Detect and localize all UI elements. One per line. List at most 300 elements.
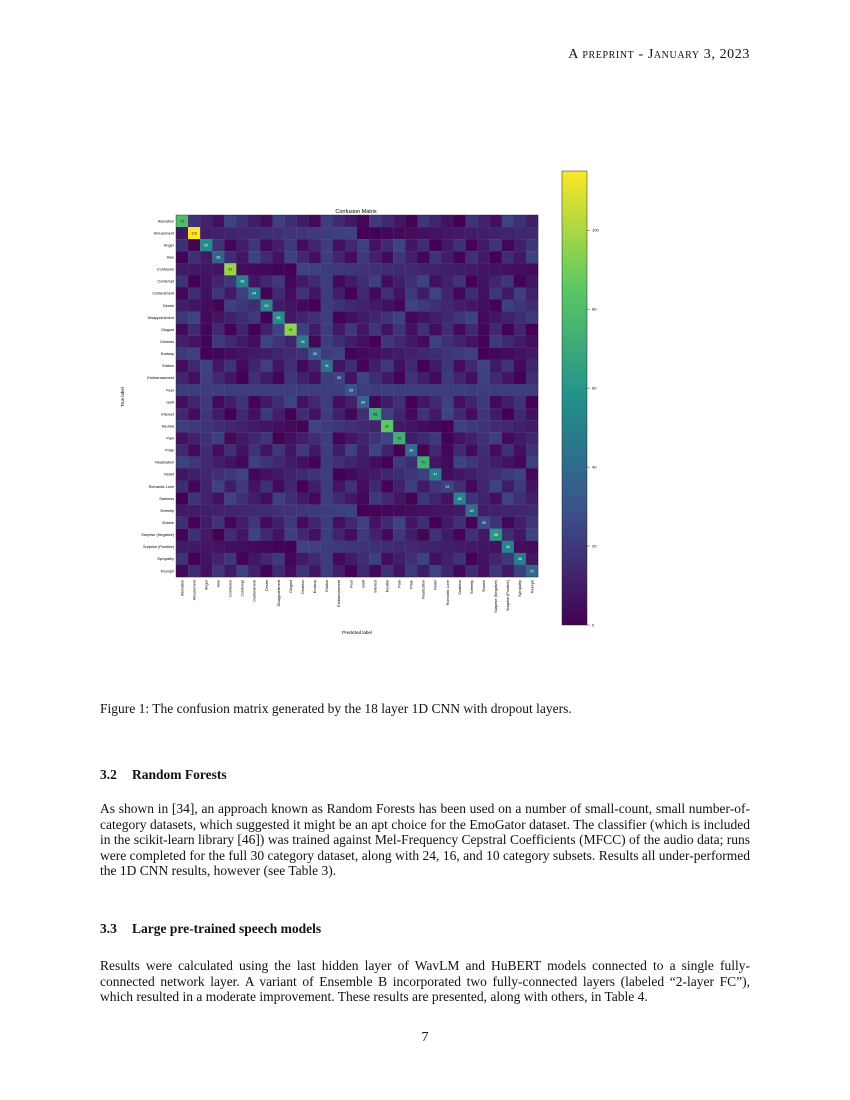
heatmap-cell bbox=[188, 517, 200, 529]
heatmap-cell bbox=[490, 480, 502, 492]
heatmap-cell bbox=[212, 420, 224, 432]
heatmap-cell bbox=[357, 251, 369, 263]
heatmap-cell bbox=[454, 408, 466, 420]
heatmap-cell bbox=[200, 384, 212, 396]
heatmap-cell bbox=[417, 529, 429, 541]
heatmap-cell bbox=[321, 432, 333, 444]
heatmap-cell bbox=[188, 396, 200, 408]
heatmap-cell bbox=[309, 408, 321, 420]
heatmap-cell bbox=[490, 565, 502, 577]
heatmap-cell bbox=[285, 312, 297, 324]
heatmap-cell bbox=[236, 493, 248, 505]
heatmap-cell bbox=[333, 480, 345, 492]
cell-value: 82 bbox=[385, 424, 390, 429]
heatmap-cell bbox=[285, 553, 297, 565]
heatmap-cell bbox=[405, 227, 417, 239]
heatmap-cell bbox=[502, 396, 514, 408]
heatmap-cell bbox=[478, 251, 490, 263]
heatmap-cell bbox=[405, 408, 417, 420]
heatmap-cell bbox=[526, 299, 538, 311]
heatmap-cell bbox=[285, 565, 297, 577]
heatmap-cell bbox=[490, 384, 502, 396]
heatmap-cell bbox=[188, 263, 200, 275]
heatmap-cell bbox=[454, 299, 466, 311]
heatmap-cell bbox=[297, 493, 309, 505]
heatmap-cell bbox=[393, 480, 405, 492]
heatmap-cell bbox=[526, 324, 538, 336]
heatmap-cell bbox=[345, 263, 357, 275]
heatmap-cell bbox=[454, 432, 466, 444]
heatmap-cell bbox=[236, 251, 248, 263]
heatmap-cell bbox=[429, 480, 441, 492]
heatmap-cell bbox=[466, 312, 478, 324]
heatmap-cell bbox=[285, 336, 297, 348]
heatmap-cell bbox=[236, 468, 248, 480]
column-tick-label: Contentment bbox=[252, 580, 257, 602]
heatmap-cell bbox=[490, 468, 502, 480]
heatmap-cell bbox=[297, 541, 309, 553]
heatmap-cell bbox=[393, 312, 405, 324]
row-tick-label: Neutral bbox=[161, 424, 174, 429]
heatmap-cell bbox=[200, 517, 212, 529]
heatmap-cell bbox=[224, 517, 236, 529]
heatmap-cell bbox=[466, 215, 478, 227]
heatmap-cell bbox=[236, 287, 248, 299]
cell-value: 39 bbox=[409, 448, 414, 453]
heatmap-cell bbox=[273, 372, 285, 384]
heatmap-cell bbox=[260, 372, 272, 384]
heatmap-cell bbox=[248, 480, 260, 492]
heatmap-cell bbox=[454, 372, 466, 384]
heatmap-cell bbox=[212, 408, 224, 420]
heatmap-cell bbox=[345, 565, 357, 577]
heatmap-cell bbox=[502, 480, 514, 492]
heatmap-cell bbox=[200, 444, 212, 456]
heatmap-cell bbox=[381, 468, 393, 480]
heatmap-cell bbox=[490, 420, 502, 432]
heatmap-cell bbox=[357, 239, 369, 251]
row-tick-label: Ecstasy bbox=[160, 352, 174, 357]
heatmap-cell bbox=[393, 408, 405, 420]
heatmap-cell bbox=[321, 251, 333, 263]
heatmap-cell bbox=[417, 275, 429, 287]
heatmap-cell bbox=[478, 468, 490, 480]
heatmap-cell bbox=[321, 263, 333, 275]
heatmap-cell bbox=[176, 553, 188, 565]
heatmap-cell bbox=[273, 541, 285, 553]
heatmap-cell bbox=[357, 468, 369, 480]
heatmap-cell bbox=[333, 312, 345, 324]
heatmap-cell bbox=[333, 420, 345, 432]
heatmap-cell bbox=[393, 372, 405, 384]
heatmap-cell bbox=[393, 468, 405, 480]
heatmap-cell bbox=[321, 493, 333, 505]
column-tick-label: Interest bbox=[373, 580, 378, 593]
heatmap-cell bbox=[321, 396, 333, 408]
heatmap-cell bbox=[273, 227, 285, 239]
heatmap-cell bbox=[417, 505, 429, 517]
heatmap-cell bbox=[490, 541, 502, 553]
heatmap-cell bbox=[405, 529, 417, 541]
heatmap-cell bbox=[224, 360, 236, 372]
cell-value: 34 bbox=[361, 400, 366, 405]
cell-value: 115 bbox=[191, 231, 197, 236]
heatmap-cell bbox=[236, 239, 248, 251]
heatmap-cell bbox=[260, 336, 272, 348]
heatmap-cell bbox=[502, 263, 514, 275]
heatmap-cell bbox=[188, 287, 200, 299]
cell-value: 48 bbox=[457, 496, 462, 501]
heatmap-cell bbox=[212, 299, 224, 311]
heatmap-cell bbox=[490, 227, 502, 239]
heatmap-cell bbox=[369, 517, 381, 529]
heatmap-cell bbox=[321, 287, 333, 299]
heatmap-cell bbox=[526, 444, 538, 456]
heatmap-cell bbox=[454, 505, 466, 517]
heatmap-cell bbox=[454, 312, 466, 324]
heatmap-cell bbox=[429, 529, 441, 541]
cell-value: 44 bbox=[252, 291, 257, 296]
column-tick-label: Triumph bbox=[530, 580, 535, 594]
heatmap-cell bbox=[176, 348, 188, 360]
heatmap-cell bbox=[417, 360, 429, 372]
cell-value: 58 bbox=[493, 533, 498, 538]
heatmap-cell bbox=[200, 408, 212, 420]
heatmap-cell bbox=[309, 420, 321, 432]
heatmap-cell bbox=[514, 312, 526, 324]
heatmap-cell bbox=[466, 480, 478, 492]
heatmap-cell bbox=[309, 215, 321, 227]
heatmap-cell bbox=[429, 372, 441, 384]
heatmap-cell bbox=[273, 275, 285, 287]
heatmap-cell bbox=[176, 541, 188, 553]
heatmap-cell bbox=[248, 444, 260, 456]
heatmap-cell bbox=[188, 468, 200, 480]
heatmap-cell bbox=[297, 312, 309, 324]
heatmap-cell bbox=[441, 360, 453, 372]
cell-value: 47 bbox=[433, 472, 438, 477]
heatmap-cell bbox=[502, 239, 514, 251]
heatmap-cell bbox=[478, 493, 490, 505]
row-tick-label: Fear bbox=[166, 388, 174, 393]
heatmap-cell bbox=[248, 432, 260, 444]
heatmap-cell bbox=[321, 299, 333, 311]
heatmap-cell bbox=[490, 287, 502, 299]
heatmap-cell bbox=[176, 468, 188, 480]
heatmap-cell bbox=[188, 239, 200, 251]
heatmap-cell bbox=[417, 324, 429, 336]
heatmap-cell bbox=[345, 480, 357, 492]
heatmap-cell bbox=[333, 287, 345, 299]
heatmap-cell bbox=[321, 420, 333, 432]
heatmap-cell bbox=[393, 227, 405, 239]
heatmap-cell bbox=[357, 287, 369, 299]
heatmap-cell bbox=[188, 384, 200, 396]
running-header-text: A preprint - January 3, 2023 bbox=[568, 47, 750, 62]
heatmap-cell bbox=[212, 263, 224, 275]
heatmap-cell bbox=[188, 420, 200, 432]
heatmap-cell bbox=[405, 456, 417, 468]
heatmap-cell bbox=[502, 348, 514, 360]
heatmap-cell bbox=[200, 227, 212, 239]
heatmap-cell bbox=[466, 384, 478, 396]
heatmap-cell bbox=[333, 239, 345, 251]
heatmap-cell bbox=[188, 432, 200, 444]
heatmap-cell bbox=[490, 251, 502, 263]
column-tick-label: Adoration bbox=[180, 580, 185, 597]
heatmap-cell bbox=[393, 456, 405, 468]
heatmap-cell bbox=[526, 456, 538, 468]
heatmap-cell bbox=[478, 384, 490, 396]
heatmap-cell bbox=[285, 493, 297, 505]
heatmap-cell bbox=[224, 505, 236, 517]
column-tick-label: Disgust bbox=[288, 580, 293, 593]
heatmap-cell bbox=[212, 396, 224, 408]
row-tick-label: Elation bbox=[162, 364, 174, 369]
heatmap-cell bbox=[429, 239, 441, 251]
heatmap-cell bbox=[224, 480, 236, 492]
heatmap-cell bbox=[200, 456, 212, 468]
heatmap-cell bbox=[466, 263, 478, 275]
heatmap-cell bbox=[260, 493, 272, 505]
heatmap-cell bbox=[478, 287, 490, 299]
heatmap-cell bbox=[297, 299, 309, 311]
heatmap-cell bbox=[454, 384, 466, 396]
heatmap-cell bbox=[441, 215, 453, 227]
heatmap-cell bbox=[188, 275, 200, 287]
heatmap-cell bbox=[297, 517, 309, 529]
heatmap-cell bbox=[441, 541, 453, 553]
heatmap-cell bbox=[176, 299, 188, 311]
heatmap-cell bbox=[224, 239, 236, 251]
heatmap-cell bbox=[502, 384, 514, 396]
column-tick-label: Amusement bbox=[192, 580, 197, 601]
heatmap-cell bbox=[224, 275, 236, 287]
heatmap-cell bbox=[321, 324, 333, 336]
heatmap-cell bbox=[393, 553, 405, 565]
heatmap-cell bbox=[224, 420, 236, 432]
row-tick-label: Confusion bbox=[156, 267, 174, 272]
heatmap-cell bbox=[345, 275, 357, 287]
row-tick-label: Sadness bbox=[159, 496, 174, 501]
heatmap-cell bbox=[333, 529, 345, 541]
heatmap-cell bbox=[333, 468, 345, 480]
heatmap-cell bbox=[248, 529, 260, 541]
heatmap-cell bbox=[212, 239, 224, 251]
heatmap-cell bbox=[514, 324, 526, 336]
cell-value: 91 bbox=[288, 327, 293, 332]
colorbar-tick-label: 20 bbox=[592, 543, 597, 549]
heatmap-cell bbox=[369, 468, 381, 480]
heatmap-cell bbox=[514, 384, 526, 396]
heatmap-cell bbox=[502, 505, 514, 517]
heatmap-cell bbox=[514, 227, 526, 239]
heatmap-cell bbox=[490, 312, 502, 324]
heatmap-cell bbox=[405, 215, 417, 227]
heatmap-cell bbox=[273, 239, 285, 251]
heatmap-cell bbox=[260, 239, 272, 251]
heatmap-cell bbox=[405, 565, 417, 577]
heatmap-cell bbox=[429, 505, 441, 517]
heatmap-cell bbox=[297, 372, 309, 384]
heatmap-cell bbox=[260, 360, 272, 372]
heatmap-cell bbox=[176, 251, 188, 263]
heatmap-cell bbox=[405, 239, 417, 251]
heatmap-cell bbox=[285, 372, 297, 384]
heatmap-cell bbox=[454, 541, 466, 553]
heatmap-cell bbox=[526, 553, 538, 565]
heatmap-cell bbox=[357, 299, 369, 311]
heatmap-cell bbox=[381, 275, 393, 287]
heatmap-cell bbox=[260, 420, 272, 432]
heatmap-cell bbox=[260, 251, 272, 263]
heatmap-cell bbox=[273, 299, 285, 311]
heatmap-cell bbox=[478, 541, 490, 553]
heatmap-cell bbox=[248, 324, 260, 336]
heatmap-cell bbox=[321, 468, 333, 480]
heatmap-cell bbox=[381, 505, 393, 517]
heatmap-cell bbox=[333, 456, 345, 468]
row-tick-label: Surprise (Negative) bbox=[141, 533, 174, 538]
heatmap-cell bbox=[248, 227, 260, 239]
heatmap-cell bbox=[285, 384, 297, 396]
heatmap-cell bbox=[369, 312, 381, 324]
heatmap-cell bbox=[441, 456, 453, 468]
heatmap-cell bbox=[381, 396, 393, 408]
heatmap-cell bbox=[345, 287, 357, 299]
heatmap-cell bbox=[490, 456, 502, 468]
heatmap-cell bbox=[429, 408, 441, 420]
heatmap-cell bbox=[514, 360, 526, 372]
heatmap-cell bbox=[273, 420, 285, 432]
heatmap-cell bbox=[502, 432, 514, 444]
heatmap-cell bbox=[441, 468, 453, 480]
heatmap-cell bbox=[188, 456, 200, 468]
column-tick-label: Anger bbox=[204, 580, 209, 591]
heatmap-cell bbox=[393, 529, 405, 541]
heatmap-cell bbox=[369, 456, 381, 468]
heatmap-cell bbox=[212, 541, 224, 553]
heatmap-cell bbox=[405, 263, 417, 275]
heatmap-cell bbox=[526, 336, 538, 348]
heatmap-cell bbox=[417, 312, 429, 324]
heatmap-cell bbox=[393, 505, 405, 517]
section-paragraph-speech-models: Results were calculated using the last hidden layer of WavLM and HuBERT models connected to a single fully-connected network layer. A variant of Ensemble B incorporated two fully-connected layers (labeled “2-layer FC”), which resulted in a moderate improvement. These results are presented, along with others, in Table 4. bbox=[100, 958, 750, 1004]
heatmap-cell bbox=[260, 348, 272, 360]
heatmap-cell bbox=[285, 420, 297, 432]
heatmap-cell bbox=[176, 227, 188, 239]
heatmap-cell bbox=[405, 324, 417, 336]
heatmap-cell bbox=[248, 396, 260, 408]
heatmap-cell bbox=[200, 251, 212, 263]
heatmap-cell bbox=[236, 505, 248, 517]
heatmap-cell bbox=[236, 348, 248, 360]
heatmap-cell bbox=[454, 553, 466, 565]
heatmap-cell bbox=[236, 553, 248, 565]
heatmap-cell bbox=[466, 432, 478, 444]
heatmap-cell bbox=[273, 396, 285, 408]
heatmap-cell bbox=[176, 517, 188, 529]
heatmap-cell bbox=[188, 529, 200, 541]
page-number: 7 bbox=[421, 1030, 429, 1045]
heatmap-cell bbox=[176, 408, 188, 420]
heatmap-cell bbox=[297, 396, 309, 408]
heatmap-cell bbox=[248, 251, 260, 263]
heatmap-cell bbox=[405, 420, 417, 432]
heatmap-cell bbox=[490, 299, 502, 311]
heatmap-cell bbox=[297, 444, 309, 456]
heatmap-cell bbox=[429, 348, 441, 360]
heatmap-cell bbox=[490, 493, 502, 505]
heatmap-cell bbox=[260, 505, 272, 517]
heatmap-cell bbox=[285, 215, 297, 227]
cell-value: 50 bbox=[264, 303, 269, 308]
heatmap-cell bbox=[260, 456, 272, 468]
heatmap-cell bbox=[405, 299, 417, 311]
heatmap-cell bbox=[188, 299, 200, 311]
cell-value: 76 bbox=[180, 219, 185, 224]
heatmap-cell bbox=[429, 215, 441, 227]
heatmap-cell bbox=[309, 541, 321, 553]
heatmap-cell bbox=[188, 553, 200, 565]
heatmap-cell bbox=[321, 480, 333, 492]
heatmap-cell bbox=[405, 396, 417, 408]
heatmap-cell bbox=[466, 468, 478, 480]
heatmap-cell bbox=[417, 553, 429, 565]
heatmap-cell bbox=[441, 444, 453, 456]
heatmap-cell bbox=[248, 239, 260, 251]
heatmap-cell bbox=[248, 275, 260, 287]
heatmap-cell bbox=[454, 324, 466, 336]
heatmap-cell bbox=[309, 468, 321, 480]
heatmap-cell bbox=[369, 227, 381, 239]
heatmap-cell bbox=[176, 312, 188, 324]
heatmap-cell bbox=[466, 529, 478, 541]
heatmap-cell bbox=[454, 565, 466, 577]
heatmap-cell bbox=[405, 505, 417, 517]
heatmap-cell bbox=[273, 493, 285, 505]
heatmap-cell bbox=[526, 372, 538, 384]
heatmap-cell bbox=[212, 275, 224, 287]
heatmap-cell bbox=[417, 287, 429, 299]
heatmap-cell bbox=[502, 456, 514, 468]
heatmap-cell bbox=[345, 239, 357, 251]
heatmap-cell bbox=[466, 444, 478, 456]
heatmap-cell bbox=[345, 324, 357, 336]
heatmap-cell bbox=[333, 553, 345, 565]
heatmap-cell bbox=[212, 493, 224, 505]
column-tick-label: Sympathy bbox=[518, 580, 523, 597]
row-tick-label: Contentment bbox=[152, 291, 174, 296]
heatmap-cell bbox=[381, 529, 393, 541]
heatmap-cell bbox=[321, 456, 333, 468]
heatmap-cell bbox=[309, 263, 321, 275]
heatmap-cell bbox=[526, 384, 538, 396]
heatmap-cell bbox=[478, 553, 490, 565]
heatmap-cell bbox=[260, 565, 272, 577]
heatmap-cell bbox=[236, 336, 248, 348]
heatmap-cell bbox=[502, 215, 514, 227]
heatmap-cell bbox=[454, 251, 466, 263]
heatmap-cell bbox=[333, 444, 345, 456]
heatmap-cell bbox=[441, 408, 453, 420]
row-tick-label: Triumph bbox=[160, 569, 174, 574]
heatmap-cell bbox=[212, 468, 224, 480]
heatmap-cell bbox=[357, 348, 369, 360]
heatmap-cell bbox=[357, 432, 369, 444]
cell-value: 44 bbox=[300, 340, 305, 344]
heatmap-cell bbox=[224, 565, 236, 577]
